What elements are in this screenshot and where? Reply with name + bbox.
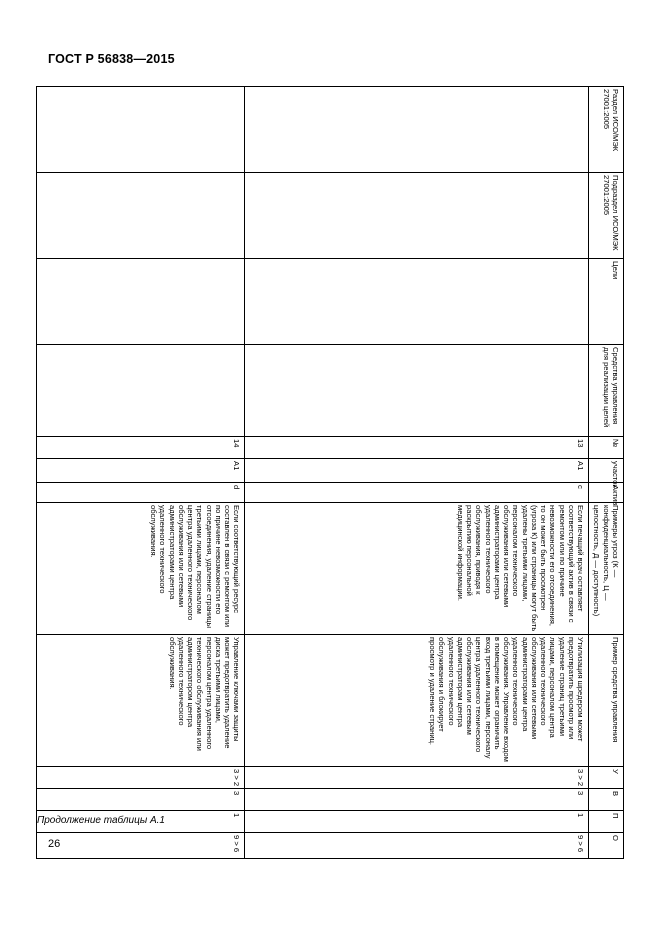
cell-o: 9 > 6: [37, 833, 245, 859]
cell-threat-examples: Если соответствующий ресурс составлен в связи с ремонтом или по причине невозможности его отсоединения, удаление страницы третьими лицами, персоналом центра удаленного технического обслуживания или сетевыми администраторами центра удаленного технического обслуживания.: [37, 503, 245, 635]
cell-goals: [245, 259, 589, 345]
cell-p: 1: [245, 811, 589, 833]
cell-asset: c: [245, 483, 589, 503]
table-row: [37, 87, 245, 859]
header-p: П: [589, 811, 624, 833]
cell-threat-examples: Если печащий врач оставляет соответствующий актив в связи с ремонтом или по причине невозможности его отсоединения, то он может быть просмотрен (угроза К) или страницы могут быть удалены третьими лицами, персоналом технического обслуживания или сетевыми администраторами центра удаленного технического обслуживания, приводя к раскрытию персональной медицинской информации.: [245, 503, 589, 635]
table-row: [245, 87, 589, 859]
cell-section-iso: [245, 87, 589, 173]
header-section-iso: Раздел ИСО/МЭК 27001:2005: [589, 87, 624, 173]
cell-v: 3: [245, 789, 589, 811]
header-o: О: [589, 833, 624, 859]
cell-number: 13: [245, 437, 589, 459]
annex-table: [36, 86, 624, 859]
cell-controls: [245, 345, 589, 437]
cell-u: 3 > 2: [37, 767, 245, 789]
header-asset-section: участок: [589, 459, 624, 483]
cell-control-example: Утилизация шредером может предотвратить просмотр или удаление страниц третьими лицами, персоналом центра удаленного технического обслуживания или сетевыми администраторами центра удаленного технического обслуживания. Управление входом в помещение может ограничить вход третьими лицами, персоналу центра удаленного технического обслуживания или сетевым администраторам центра удаленного технического обслуживания и блокирует просмотр и удаление страниц.: [245, 635, 589, 767]
cell-control-example: Управление ключами защиты может предотвратить удаление диска третьими лицами, персоналом центра удаленного технического обслуживания или администратором центра удаленного технического обслуживания.: [37, 635, 245, 767]
header-threat-examples: Примеры угроз (К — конфиденциальность, Ц — целостность, Д — доступность): [589, 503, 624, 635]
header-number: №: [589, 437, 624, 459]
cell-asset-section: А1: [37, 459, 245, 483]
cell-subsection-iso: [245, 173, 589, 259]
header-asset: Актив: [589, 483, 624, 503]
cell-number: 14: [37, 437, 245, 459]
header-subsection-iso: Подраздел ИСО/МЭК 27001:2005: [589, 173, 624, 259]
cell-controls: [37, 345, 245, 437]
table-caption: Продолжение таблицы А.1: [37, 815, 165, 826]
page-number: 26: [48, 838, 61, 850]
cell-u: 3 > 2: [245, 767, 589, 789]
header-control-example: Пример средства управления: [589, 635, 624, 767]
header-u: У: [589, 767, 624, 789]
cell-section-iso: [37, 87, 245, 173]
header-goals: Цели: [589, 259, 624, 345]
cell-o: 9 > 6: [245, 833, 589, 859]
standard-header: ГОСТ Р 56838—2015: [48, 52, 175, 66]
header-v: В: [589, 789, 624, 811]
cell-asset: d: [37, 483, 245, 503]
cell-goals: [37, 259, 245, 345]
cell-p: 1: [37, 811, 245, 833]
header-controls: Средства управления для реализации целей: [589, 345, 624, 437]
cell-subsection-iso: [37, 173, 245, 259]
cell-v: 3: [37, 789, 245, 811]
cell-asset-section: А1: [245, 459, 589, 483]
table-header-row: [589, 87, 624, 859]
